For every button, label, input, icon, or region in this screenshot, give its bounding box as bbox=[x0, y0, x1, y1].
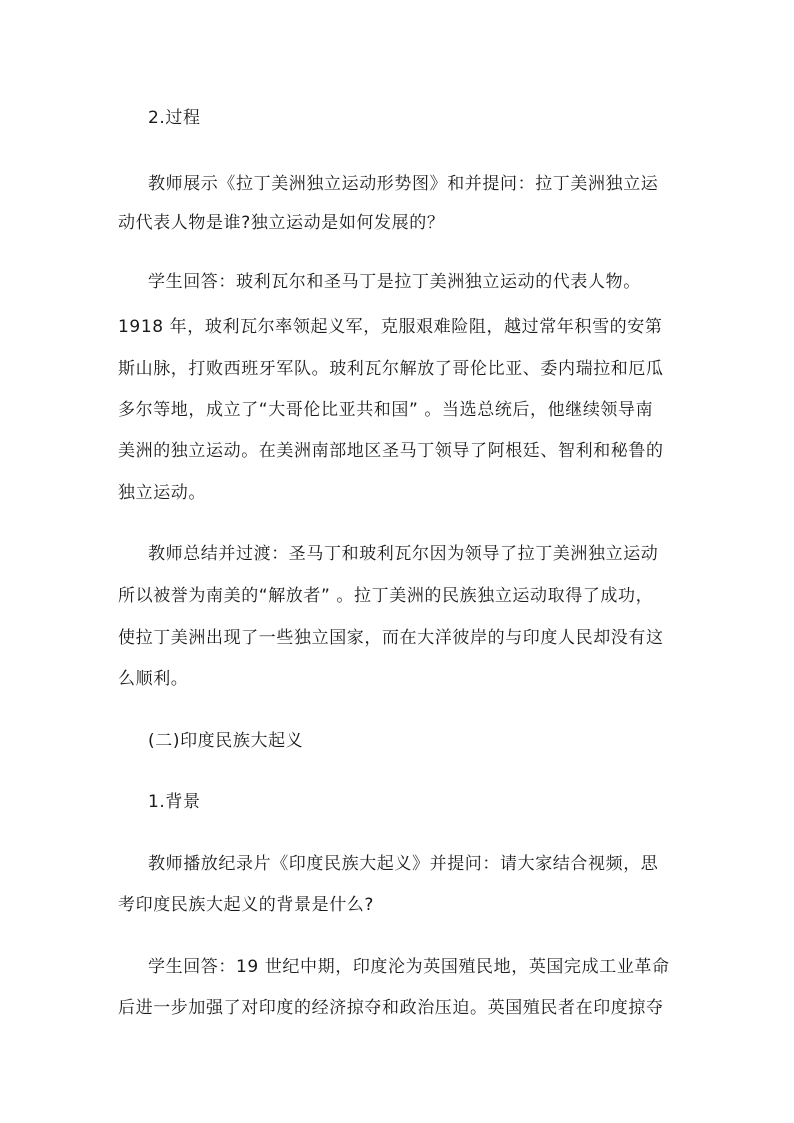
section-heading-india-uprising: (二)印度民族大起义 bbox=[148, 731, 304, 751]
paragraph-line: 动代表人物是谁?独立运动是如何发展的？ bbox=[118, 213, 445, 233]
section-heading-process: 2.过程 bbox=[148, 108, 201, 128]
paragraph-line: 1918 年，玻利瓦尔率领起义军，克服艰难险阻，越过常年积雪的安第 bbox=[118, 317, 663, 337]
paragraph-line: 美洲的独立运动。在美洲南部地区圣马丁领导了阿根廷、智利和秘鲁的 bbox=[118, 441, 664, 461]
paragraph-line: 考印度民族大起义的背景是什么? bbox=[118, 895, 375, 915]
paragraph-line: 斯山脉，打败西班牙军队。玻利瓦尔解放了哥伦比亚、委内瑞拉和厄瓜 bbox=[118, 359, 664, 379]
paragraph-line: 使拉丁美洲出现了一些独立国家，而在大洋彼岸的与印度人民却没有这 bbox=[118, 628, 664, 648]
paragraph-line: 学生回答：19 世纪中期，印度沦为英国殖民地，英国完成工业革命 bbox=[148, 957, 670, 977]
paragraph-line: 所以被誉为南美的“解放者” 。拉丁美洲的民族独立运动取得了成功， bbox=[118, 586, 654, 606]
paragraph-line: 么顺利。 bbox=[118, 669, 189, 689]
paragraph-line: 教师总结并过渡：圣马丁和玻利瓦尔因为领导了拉丁美洲独立运动 bbox=[148, 544, 659, 564]
paragraph-line: 教师展示《拉丁美洲独立运动形势图》和并提问：拉丁美洲独立运 bbox=[148, 174, 659, 194]
section-heading-background: 1.背景 bbox=[148, 792, 201, 812]
paragraph-line: 后进一步加强了对印度的经济掠夺和政治压迫。英国殖民者在印度掠夺 bbox=[118, 998, 664, 1018]
paragraph-line: 学生回答：玻利瓦尔和圣马丁是拉丁美洲独立运动的代表人物。 bbox=[148, 272, 641, 292]
paragraph-line: 独立运动。 bbox=[118, 483, 206, 503]
paragraph-line: 教师播放纪录片《印度民族大起义》并提问：请大家结合视频，思 bbox=[148, 854, 659, 874]
paragraph-line: 多尔等地，成立了“大哥伦比亚共和国” 。当选总统后，他继续领导南 bbox=[118, 400, 654, 420]
